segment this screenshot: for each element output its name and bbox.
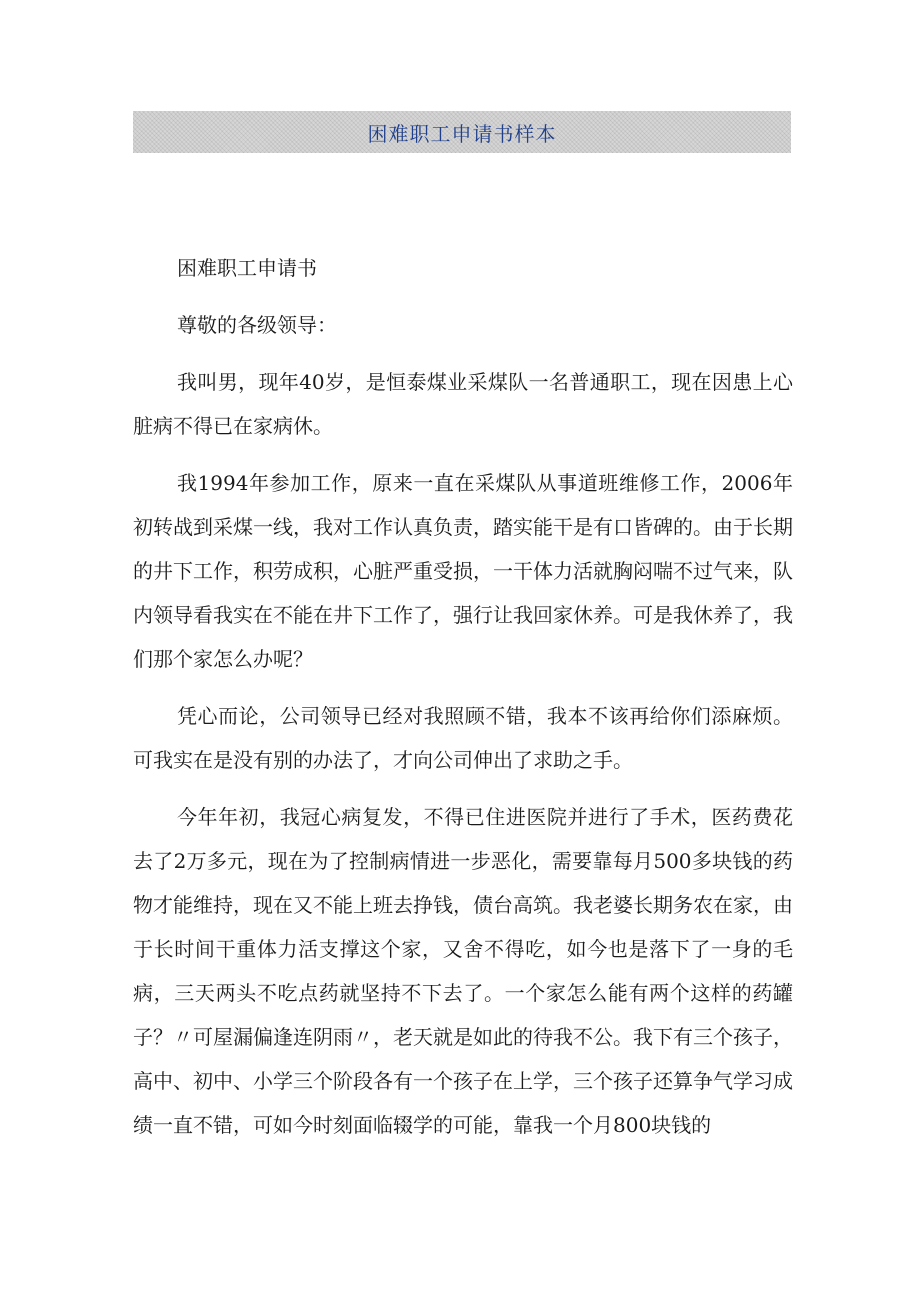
title-banner [133,111,791,153]
paragraph-salutation: 尊敬的各级领导： [177,313,337,337]
paragraph: 凭心而论，公司领导已经对我照顾不错，我本不该再给你们添麻烦。可我实在是没有别的办法了，才向公司伸出了求助之手。 [133,704,793,772]
document-title: 困难职工申请书样本 [367,121,557,146]
document-body [133,246,793,1160]
paragraph: 今年年初，我冠心病复发，不得已住进医院并进行了手术，医药费花去了2万多元，现在为了控制病情进一步恶化，需要靠每月500多块钱的药物才能维持，现在又不能上班去挣钱，债台高筑。我老婆长期务农在家，由于长时间干重体力活支撑这个家，又舍不得吃，如今也是落下了一身的毛病，三天两头不吃点药就坚持不下去了。一个家怎么能有两个这样的药罐子？〃可屋漏偏逢连阴雨〃，老天就是如此的待我不公。我下有三个孩子，高中、初中、小学三个阶段各有一个孩子在上学，三个孩子还算争气学习成绩一直不错，可如今时刻面临辍学的可能，靠我一个月800块钱的 [133,805,793,1137]
paragraph: 我1994年参加工作，原来一直在采煤队从事道班维修工作，2006年初转战到采煤一线，我对工作认真负责，踏实能干是有口皆碑的。由于长期的井下工作，积劳成积，心脏严重受损，一干体力活就胸闷喘不过气来，队内领导看我实在不能在井下工作了，强行让我回家休养。可是我休养了，我们那个家怎么办呢？ [133,471,793,671]
paragraph: 我叫男，现年40岁，是恒泰煤业采煤队一名普通职工，现在因患上心脏病不得已在家病休。 [133,370,793,438]
paragraph-heading: 困难职工申请书 [177,256,317,280]
